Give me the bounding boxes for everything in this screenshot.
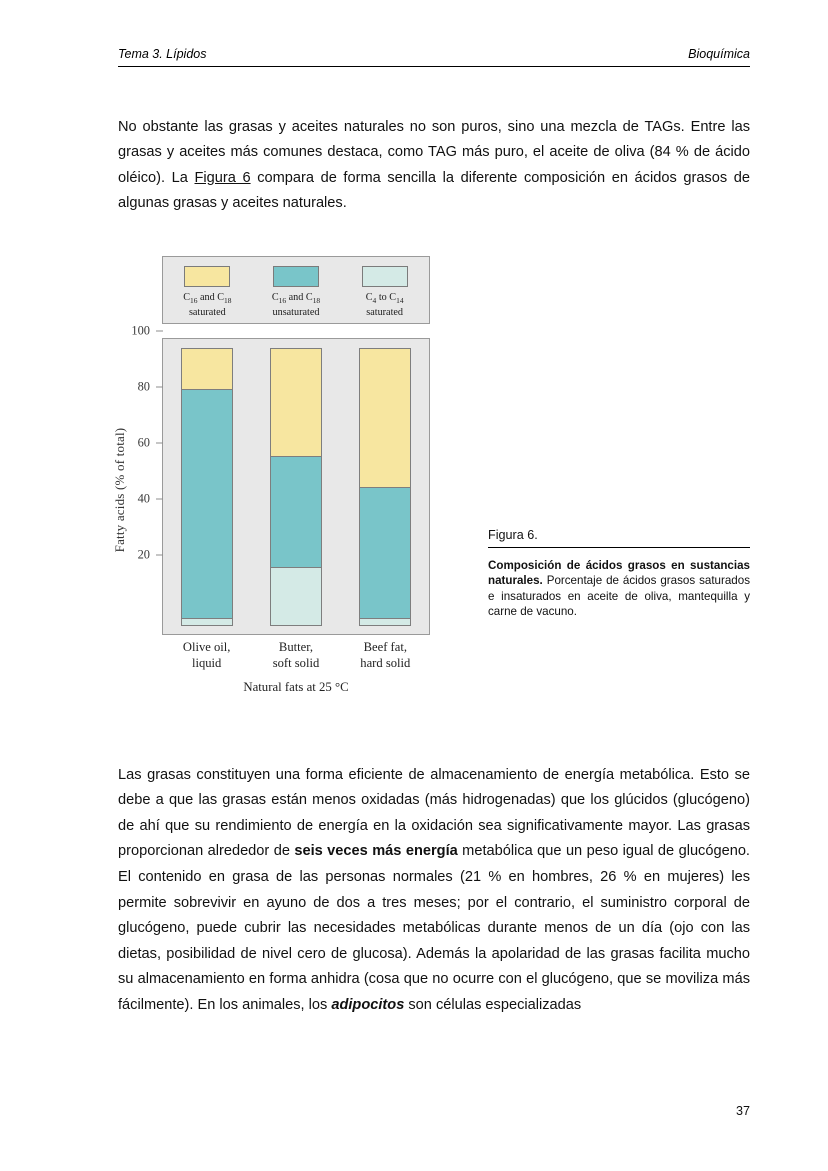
paragraph-body-part3: son células especializadas [404,996,582,1013]
chart-y-tick-mark [156,443,163,444]
chart-bar-segment [270,567,322,626]
chart-y-tick-label: 60 [137,435,150,450]
chart-bar [270,346,322,626]
chart-y-tick [138,380,163,395]
legend-swatch-unsaturated-long [273,266,319,287]
running-header [118,47,750,67]
paragraph-body [118,763,750,1019]
chart-y-tick-mark [156,499,163,500]
figure-caption-block [488,528,750,619]
chart-y-axis-title: Fatty acids (% of total) [112,427,127,553]
chart-bar-segment [181,618,233,626]
legend-label-saturated-short-line2: saturated [366,307,404,319]
paragraph-intro-part1: No obstante las grasas y aceites naturales no son puros, sino una mezcla de TAGs. Entre las grasas y aceites más comunes destaca, como TAG más puro, el aceite de oliva (84 % de ácido oléico). La [118,118,750,186]
chart-y-tick-label: 100 [131,323,150,338]
chart-y-tick [131,324,163,339]
chart-y-tick-mark [156,331,163,332]
chart-y-tick-mark [156,555,163,556]
chart-plot-inner [131,323,429,626]
legend-item-saturated-short [343,266,427,320]
legend-label-saturated-long-line1: $C_{16}$ and $C_{18}$ [183,292,232,306]
chart-y-tick [138,548,163,563]
figure-caption-text [488,558,750,619]
chart-bar-segment [181,348,233,390]
legend-swatch-saturated-long [184,266,230,287]
chart-x-tick-labels [162,640,430,671]
chart-x-axis-title: Natural fats at 25 °C [243,680,349,694]
chart-bar-segment [359,618,411,626]
chart-bar [181,346,233,626]
figure-caption-bold-title: Composición de ácidos grasos en sustancias naturales. [488,559,750,588]
chart-y-tick-label: 80 [137,379,150,394]
paragraph-body-bold-energy: seis veces más energía [294,843,458,860]
chart-bar-segment [270,456,322,568]
paragraph-body-bolditalic-adipocitos: adipocitos [331,996,405,1013]
legend-item-unsaturated-long [254,266,338,320]
chart-y-tick-label: 20 [137,547,150,562]
chart-bars [163,346,429,626]
figure-caption-description: Porcentaje de ácidos grasos saturados e insaturados en aceite de oliva, mantequilla y carne de vacuno. [488,574,750,618]
chart-x-tick-label: Olive oil, liquid [182,640,231,670]
chart-bar [359,346,411,626]
chart-y-tick-mark [156,387,163,388]
figure-reference-link[interactable]: Figura 6 [194,169,251,186]
legend-label-saturated-long-line2: saturated [188,307,226,319]
chart-bar-segment [359,487,411,619]
chart-plot-area [131,323,430,635]
chart-y-tick-label: 40 [137,491,150,506]
chart-bar-segment [359,348,411,488]
figure-6-chart [112,248,438,698]
chart-bar-segment [181,389,233,619]
legend-swatch-saturated-short [362,266,408,287]
legend-label-saturated-short-line1: $C_4$ to $C_{14}$ [365,292,404,306]
header-left-title: Tema 3. Lípidos [118,47,207,61]
paragraph-intro-part2: compara de forma sencilla la diferente composición en ácidos grasos de algunas grasas y aceites naturales. [118,169,750,212]
legend-label-unsaturated-long-line1: $C_{16}$ and $C_{18}$ [271,292,321,306]
paragraph-body-part1: Las grasas constituyen una forma eficiente de almacenamiento de energía metabólica. Esto se debe a que las grasas están menos oxidadas (más hidrogenadas) que los glúcidos (glucógeno) de ahí que su rendimiento de energía en la oxidación sea significativamente mayor. Las grasas proporcionan alrededor de [118,766,750,860]
chart-x-tick-label: Beef fat, hard solid [360,640,411,670]
chart-legend [162,256,430,324]
chart-y-tick [138,436,163,451]
page-number: 37 [735,1104,750,1118]
chart-bar-segment [270,348,322,457]
header-right-title: Bioquímica [688,47,750,61]
legend-label-unsaturated-long-line2: unsaturated [272,307,320,319]
paragraph-body-part2: metabólica que un peso igual de glucógeno. El contenido en grasa de las personas normales (21 % en hombres, 26 % en mujeres) les permite sobrevivir en ayuno de dos a tres meses; por el contrario, el suministro corporal de glucógeno, puede cubrir las necesidades metabólicas durante menos de un día (ojo con las dietas, posibilidad de nivel cero de glucosa). Además la apolaridad de las grasas facilita mucho su almacenamiento en forma anhidra (cosa que no ocurre con el glucógeno, que se moviliza más fácilmente). En los animales, los [118,843,750,1013]
chart-x-tick-label: Butter, soft solid [272,640,320,670]
figure-caption-label: Figura 6. [488,528,750,548]
paragraph-intro [118,115,750,217]
chart-y-tick [138,492,163,507]
legend-item-saturated-long [165,266,249,320]
